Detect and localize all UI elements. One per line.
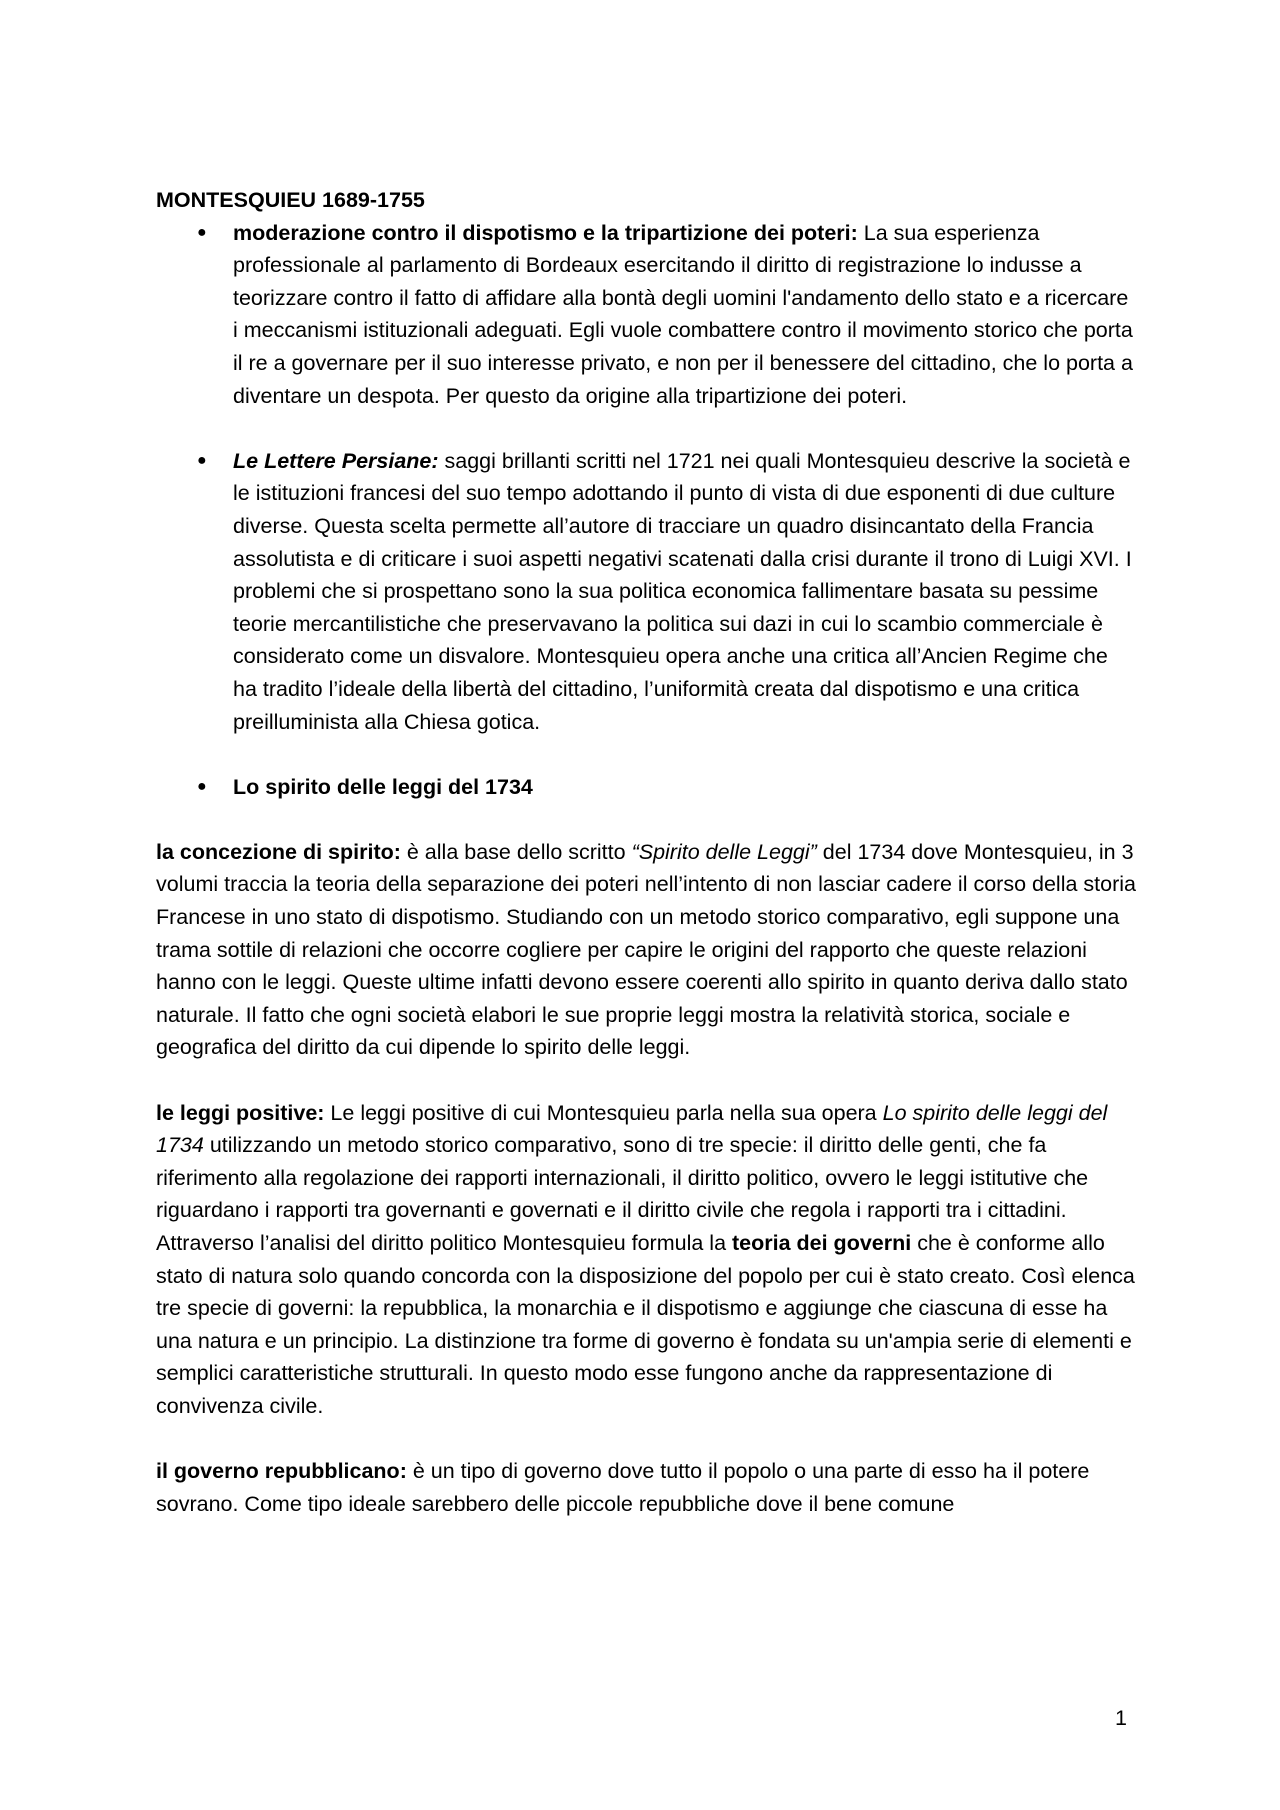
paragraph-text: Attraverso l’analisi del diritto politico Montesquieu formula la [156,1231,732,1255]
paragraph-text: è un tipo di governo dove tutto il popolo o una parte di esso ha il potere sovrano. Come tipo ideale sarebbero delle piccole repubbliche dove il bene comune [156,1459,1090,1516]
bullet-item-spirito-leggi [156,771,1136,804]
bullet-text: saggi brillanti scritti nel 1721 nei quali Montesquieu descrive la società e le istituzioni francesi del suo tempo adottando il punto di vista di due esponenti di due culture diverse. Questa scelta permette all’autore di tracciare un quadro disincantato della Francia assolutista e di criticare i suoi aspetti negativi scatenati dalla crisi durante il trono di Luigi XVI. I problemi che si prospettano sono la sua politica economica fallimentare basata su pessime teorie mercantilistiche che preservavano la politica sui dazi in cui lo scambio commerciale è considerato come un disvalore. Montesquieu opera anche una critica all’Ancien Regime che ha tradito l’ideale della libertà del cittadino, l’uniformità creata dal dispotismo e una critica preilluminista alla Chiesa gotica. [233,448,1132,734]
paragraph-lead: la concezione di spirito: [156,839,401,864]
bullet-list [156,217,1136,804]
bold-term: teoria dei governi [732,1231,912,1255]
paragraph-lead: le leggi positive: [156,1100,325,1125]
paragraph-analisi [156,1227,1136,1423]
bullet-dot-icon: ● [197,451,207,469]
bullet-lead: Le Lettere Persiane: [233,448,439,473]
paragraph-text: utilizzando un metodo storico comparativo, sono di tre specie: il diritto delle genti, che fa riferimento alla regolazione dei rapporti internazionali, il diritto politico, ovvero le leggi istitutive che riguardano i rapporti tra governanti e governati e il diritto civile che regola i rapporti tra i cittadini. [156,1133,1089,1223]
paragraph-concezione-spirito [156,836,1136,1064]
bullet-lead: Lo spirito delle leggi del 1734 [233,774,533,799]
work-title: Lo spirito delle leggi del 1734 [156,1100,1108,1158]
page-title: MONTESQUIEU 1689-1755 [156,188,425,212]
bullet-dot-icon: ● [197,777,207,795]
bullet-item-moderazione [156,217,1136,413]
bullet-item-lettere-persiane [156,445,1136,738]
paragraph-text: del 1734 dove Montesquieu, in 3 volumi traccia la teoria della separazione dei poteri nell’intento di non lasciar cadere il corso della storia Francese in uno stato di dispotismo. Studiando con un metodo storico comparativo, egli suppone una trama sottile di relazioni che occorre cogliere per capire le origini del rapporto che queste relazioni hanno con le leggi. Queste ultime infatti devono essere coerenti allo spirito in quanto deriva dallo stato naturale. Il fatto che ogni società elabori le sue proprie leggi mostra la relatività storica, sociale e geografica del diritto da cui dipende lo spirito delle leggi. [156,839,1136,1060]
paragraph-text: è alla base dello scritto [400,839,632,864]
spacer [156,738,1136,771]
bullet-text: La sua esperienza professionale al parlamento di Bordeaux esercitando il diritto di registrazione lo indusse a teorizzare contro il fatto di affidare alla bontà degli uomini l'andamento dello stato e a ricercare i meccanismi istituzionali adeguati. Egli vuole combattere contro il movimento storico che porta il re a governare per il suo interesse privato, e non per il benessere del cittadino, che lo porta a diventare un despota. Per questo da origine alla tripartizione dei poteri. [233,220,1133,408]
spacer [156,412,1136,445]
work-title: “Spirito delle Leggi” [631,839,817,864]
bullet-dot-icon: ● [197,223,207,241]
document-body [156,184,1136,1520]
page-number: 1 [1115,1706,1127,1730]
paragraph-text: che è conforme allo stato di natura solo quando concorda con la disposizione del popolo per cui è stato creato. Così elenca tre specie di governi: la repubblica, la monarchia e il dispotismo e aggiunge che ciascuna di esse ha una natura e un principio. La distinzione tra forme di governo è fondata su un'ampia serie di elementi e semplici caratteristiche strutturali. In questo modo esse fungono anche da rappresentazione di convivenza civile. [156,1231,1135,1418]
bullet-lead: moderazione contro il dispotismo e la tripartizione dei poteri: [233,220,858,245]
paragraph-governo-repubblicano [156,1455,1136,1520]
paragraph-leggi-positive [156,1097,1136,1227]
paragraph-text: Le leggi positive di cui Montesquieu parla nella sua opera [324,1100,883,1125]
paragraph-lead: il governo repubblicano: [156,1459,407,1484]
